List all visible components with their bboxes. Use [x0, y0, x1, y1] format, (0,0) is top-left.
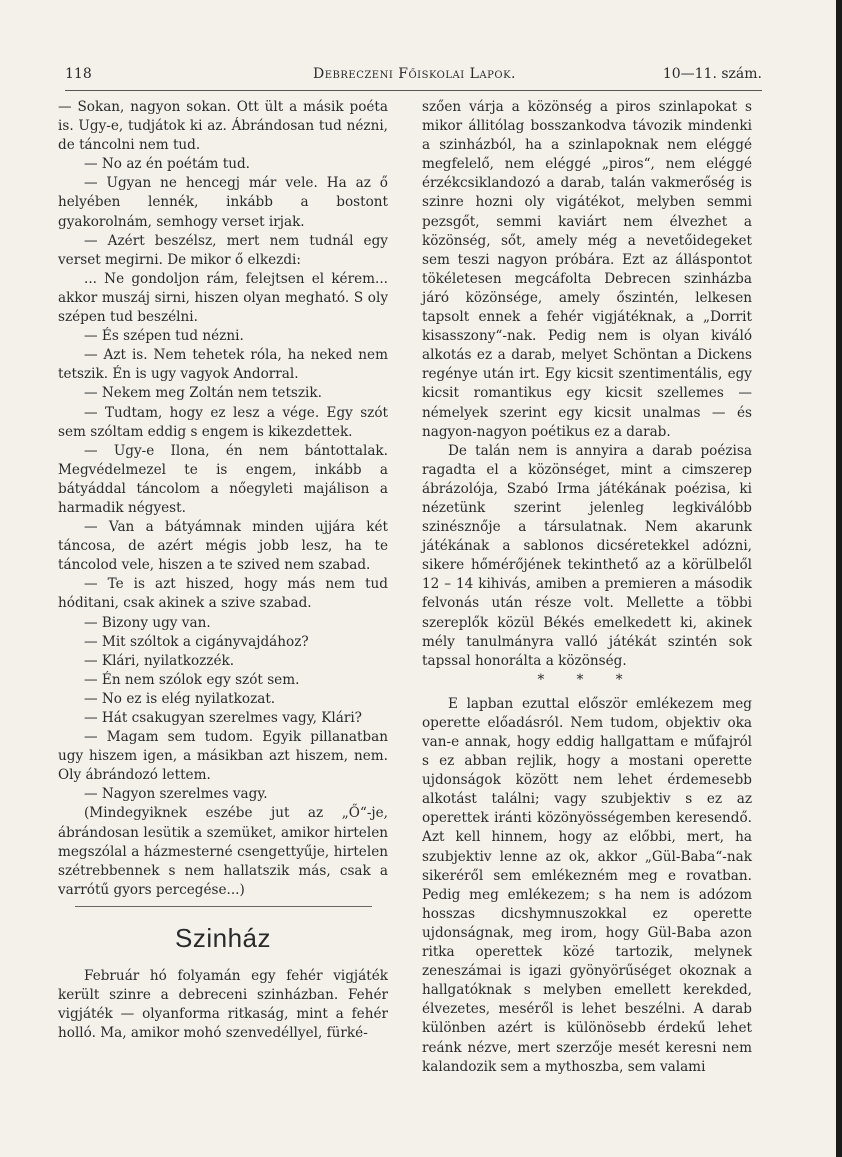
section-divider: [75, 906, 372, 907]
paragraph: — Van a bátyámnak minden ujjára két táncosa, de azért mégis jobb lesz, ha te táncolod vele, hiszen a te szived nem szabad.: [58, 519, 388, 574]
paragraph: — Mit szóltok a cigányvajdához?: [84, 633, 309, 650]
paragraph: — Nekem meg Zoltán nem tetszik.: [84, 385, 322, 402]
paragraph: — Bizony ugy van.: [84, 614, 211, 631]
paragraph: — Sokan, nagyon sokan. Ott ült a másik poéta is. Ugy-e, tudjátok ki az. Ábrándosan tud nézni, de táncolni nem tud.: [58, 99, 388, 154]
journal-title: Debreczeni Főiskolai Lapok.: [313, 66, 516, 82]
paragraph: — No az én poétám tud.: [84, 156, 250, 173]
page-edge-shadow: [836, 0, 842, 1157]
paragraph: E lapban ezuttal először emlékezem meg operette előadásról. Nem tudom, objektiv oka van-e annak, hogy eddig hallgattam e műfajról s ez abban rejlik, hogy a mostani operette ujdonságok között nem lehet érdemesebb alkotást találni; vagy szubjektiv s ez az operettek iránti közönyösségemben keresendő. Azt kell hinnem, hogy az előbbi, mert, ha szubjektiv lenne az ok, akkor „Gül-Baba“-nak sikeréről sem emlékezném meg e rovatban. Pedig meg emlékezem; s ha nem is adózom hosszas dicshymnuszokkal ez operette ujdonságnak, meg irom, hogy Gül-Baba azon ritka operettek közé tartozik, melynek zeneszámai is igazi gyönyörűséget okoznak a hallgatóknak s melyben emellett kerekded, élvezetes, meséről is lehet beszélni. A darab különben azért is különösebb érdekű lehet reánk nézve, mert szerzője mesét keresni nem kalandozik sem a mythoszba, sem valami: [422, 695, 752, 1075]
paragraph: — Magam sem tudom. Egyik pillanatban ugy hiszem igen, a másikban azt hiszem, nem. Oly ábrándozó lettem.: [58, 729, 388, 784]
paragraph: — Azért beszélsz, mert nem tudnál egy verset megirni. De mikor ő elkezdi:: [58, 232, 388, 268]
paragraph: — Ugy-e Ilona, én nem bántottalak. Megvédelmezel te is engem, inkább a bátyáddal táncolom a nőegyleti majálison a harmadik négyest.: [58, 442, 388, 516]
paragraph: ... Ne gondoljon rám, felejtsen el kérem... akkor muszáj sirni, hiszen olyan megható. S oly szépen tud beszélni.: [58, 270, 388, 326]
right-column: [422, 98, 752, 1077]
paragraph: — Én nem szólok egy szót sem.: [84, 671, 300, 688]
paragraph: — Ugyan ne hencegj már vele. Ha az ő helyében lennék, inkább a bostont gyakorolnám, semhogy verset irjak.: [58, 175, 388, 230]
section-title: Szinház: [175, 922, 271, 953]
paragraph: Február hó folyamán egy fehér vigjáték került szinre a debreceni szinházban. Fehér vigjáték — olyanforma ritkaság, mint a fehér holló. Ma, amikor mohó szenvedéllyel, fürké-: [58, 967, 388, 1042]
paragraph: — No ez is elég nyilatkozat.: [84, 690, 276, 707]
page-number: 118: [65, 66, 92, 82]
paragraph: De talán nem is annyira a darab poézisa ragadta el a közönséget, mint a cimszerep ábrázolója, Szabó Irma játékának poézisa, ki nézetünk szerint jelenleg legkiválóbb szinésznője a társulatnak. Nem akarunk játékának a sablonos dicséretekkel adózni, sikere hőmérőjének tekinthető az a körülbelől 12 – 14 kihivás, amiben a premieren a második felvonás után része volt. Mellette a többi szereplők közül Békés emelkedett ki, akinek mély tanulmányra valló játékát szintén sok tapssal honorálta a közönség.: [422, 442, 752, 669]
paragraph: (Mindegyiknek eszébe jut az „Ő“-je, ábrándosan lesütik a szemüket, amikor hirtelen megszólal a házmesterné csengettyűje, hirtelen szétrebbennek s nem hallatszik más, csak a varrótű gyors percegése...): [58, 805, 388, 898]
left-column: [58, 98, 388, 1043]
page-header: [65, 66, 762, 86]
paragraph: — Klári, nyilatkozzék.: [84, 652, 235, 669]
paragraph: — Te is azt hiszed, hogy más nem tud hóditani, csak akinek a szive szabad.: [58, 576, 388, 612]
paragraph: — Azt is. Nem tehetek róla, ha neked nem tetszik. Én is ugy vagyok Andorral.: [58, 347, 388, 383]
asterism: * * *: [537, 671, 637, 688]
issue-number: 10—11. szám.: [662, 66, 762, 82]
paragraph: — És szépen tud nézni.: [84, 328, 244, 345]
paragraph: — Tudtam, hogy ez lesz a vége. Egy szót sem szóltam eddig s engem is kikezdettek.: [58, 404, 388, 440]
header-rule: [65, 90, 762, 91]
paragraph: — Hát csakugyan szerelmes vagy, Klári?: [84, 710, 362, 726]
paragraph: szően várja a közönség a piros szinlapokat s mikor állitólag bosszankodva távozik mindenki a szinházból, ha a szinlapoknak nem eléggé megfelelő, nem eléggé „piros“, nem eléggé érzékcsiklandozó a darab, talán vakmerőség is szinre hozni oly vigátékot, melyben semmi pezsgőt, semmi kaviárt nem élvezhet a közönség, sőt, amely még a nevetőidegeket sem teszi nagyon próbára. Ezt az álláspontot tökéletesen megcáfolta Debrecen szinházba járó közönsége, amely őszintén, lelkesen tapsolt ennek a fehér vigjátéknak, a „Dorrit kisasszony“-nak. Pedig nem is olyan kiváló alkotás ez a darab, melyet Schöntan a Dickens regénye után irt. Egy kicsit szentimentális, egy kicsit romantikus egy kicsit szellemes — némelyek szerint egy kicsit unalmas — és nagyon-nagyon poétikus ez a darab.: [422, 99, 752, 440]
paragraph: — Nagyon szerelmes vagy.: [84, 786, 268, 803]
